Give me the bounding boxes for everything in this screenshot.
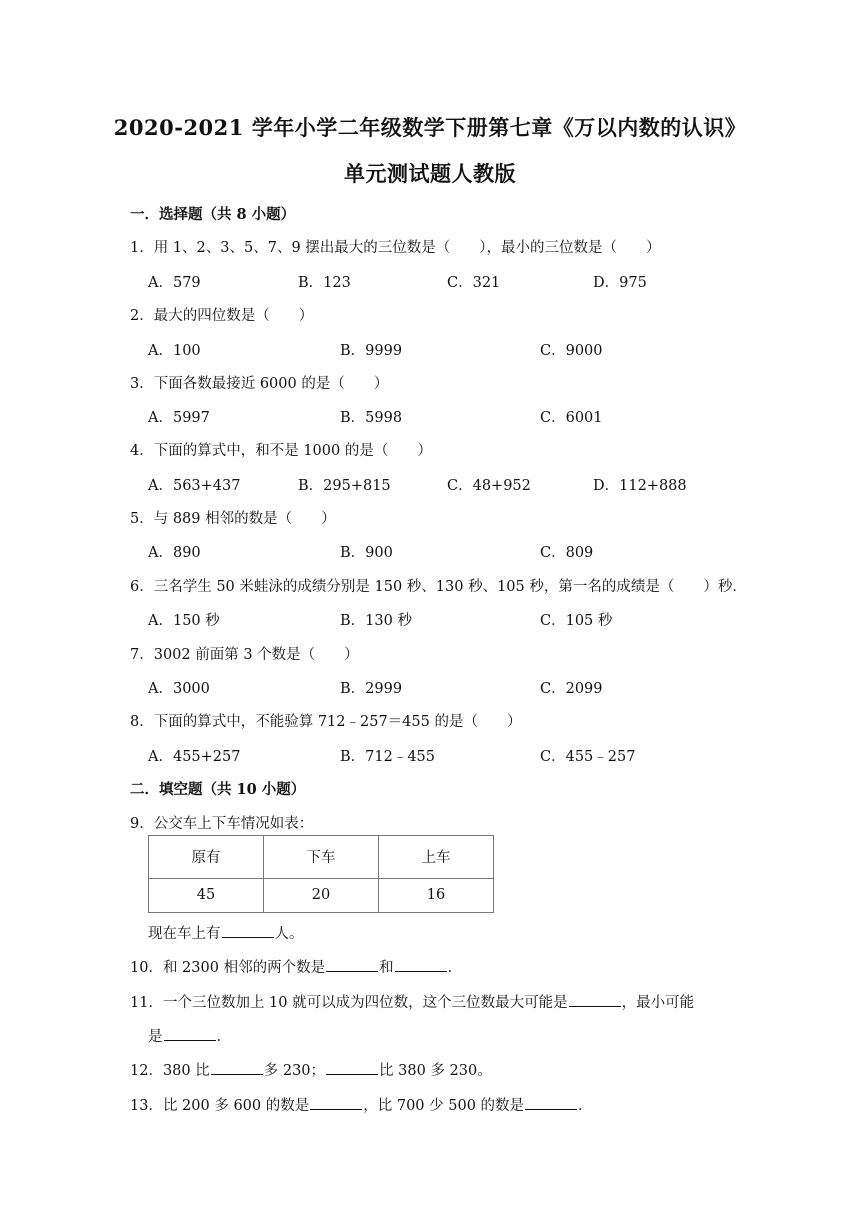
q3-option-c: C．6001 (540, 410, 603, 426)
question-9: 9．公交车上下车情况如表： (130, 816, 314, 832)
question-9-answer-line (148, 922, 304, 943)
q6-option-a: A．150 秒 (148, 613, 220, 629)
q1-option-d: D．975 (593, 275, 647, 291)
q2-option-a: A．100 (148, 343, 201, 359)
answer-blank (395, 970, 447, 972)
q9-answer-suffix: 人。 (274, 926, 304, 942)
answer-blank (326, 970, 378, 972)
table-cell: 16 (379, 878, 494, 912)
answer-blank (310, 1108, 362, 1110)
question-12 (130, 1059, 492, 1080)
q11-text-post: ，最小可能 (621, 995, 695, 1011)
answer-blank (569, 1005, 621, 1007)
q6-option-c: C．105 秒 (540, 613, 613, 629)
answer-blank (326, 1073, 378, 1075)
question-13 (130, 1094, 593, 1115)
question-7: 7．3002 前面第 3 个数是（ ） (130, 647, 359, 663)
q7-option-b: B．2999 (340, 681, 403, 697)
table-header-cell: 下车 (264, 836, 379, 879)
question-2: 2．最大的四位数是（ ） (130, 308, 314, 324)
q9-answer-prefix: 现在车上有 (148, 926, 221, 942)
table-row (149, 878, 494, 912)
q11-cont-post: ． (216, 1029, 231, 1045)
q1-option-c: C．321 (447, 275, 501, 291)
question-4: 4．下面的算式中，和不是 1000 的是（ ） (130, 443, 432, 459)
q7-option-a: A．3000 (148, 681, 210, 697)
question-8: 8．下面的算式中，不能验算 712﹣257＝455 的是（ ） (130, 714, 522, 730)
section-heading-fill: 二．填空题（共 10 小题） (130, 781, 306, 798)
q12-text-pre: 12．380 比 (130, 1063, 210, 1079)
question-11-continued (148, 1025, 231, 1046)
q11-text-pre: 11．一个三位数加上 10 就可以成为四位数，这个三位数最大可能是 (130, 995, 568, 1011)
title-line-1: 2020-2021 学年小学二年级数学下册第七章《万以内数的认识》 (113, 115, 747, 140)
q8-option-a: A．455+257 (148, 749, 241, 765)
q13-text-pre: 13．比 200 多 600 的数是 (130, 1098, 310, 1114)
q4-option-a: A．563+437 (148, 478, 241, 494)
question-5: 5．与 889 相邻的数是（ ） (130, 511, 336, 527)
section-heading-choice: 一．选择题（共 8 小题） (130, 206, 296, 223)
q4-option-b: B．295+815 (298, 478, 391, 494)
q4-option-d: D．112+888 (593, 478, 687, 494)
q13-text-post: ． (578, 1098, 593, 1114)
q13-text-mid: ，比 700 少 500 的数是 (363, 1098, 525, 1114)
table-row (149, 836, 494, 879)
answer-blank (164, 1039, 216, 1041)
question-6: 6．三名学生 50 米蛙泳的成绩分别是 150 秒、130 秒、105 秒，第一名的成绩是（ ）秒． (130, 579, 747, 595)
question-11 (130, 991, 694, 1012)
q10-text-post: ． (447, 960, 463, 976)
q4-option-c: C．48+952 (447, 478, 531, 494)
question-3: 3．下面各数最接近 6000 的是（ ） (130, 376, 389, 392)
table-header-cell: 上车 (379, 836, 494, 879)
q1-option-b: B．123 (298, 275, 351, 291)
q3-option-b: B．5998 (340, 410, 403, 426)
q6-option-b: B．130 秒 (340, 613, 412, 629)
q10-text-pre: 10．和 2300 相邻的两个数是 (130, 960, 326, 976)
q8-option-c: C．455﹣257 (540, 749, 636, 765)
q2-option-b: B．9999 (340, 343, 403, 359)
q7-option-c: C．2099 (540, 681, 603, 697)
q1-option-a: A．579 (148, 275, 201, 291)
question-1: 1．用 1、2、3、5、7、9 摆出最大的三位数是（ ），最小的三位数是（ ） (130, 240, 661, 256)
q12-text-mid2: 比 380 多 230。 (379, 1063, 492, 1079)
answer-blank (211, 1073, 263, 1075)
bus-table (148, 835, 494, 913)
question-10 (130, 956, 462, 977)
answer-blank (525, 1108, 577, 1110)
q5-option-c: C．809 (540, 545, 594, 561)
q10-text-mid: 和 (379, 960, 394, 976)
q11-cont-pre: 是 (148, 1029, 163, 1045)
q5-option-b: B．900 (340, 545, 393, 561)
title-line-2: 单元测试题人教版 (344, 161, 516, 186)
table-cell: 20 (264, 878, 379, 912)
answer-blank (222, 936, 274, 938)
table-cell: 45 (149, 878, 264, 912)
q2-option-c: C．9000 (540, 343, 603, 359)
table-header-cell: 原有 (149, 836, 264, 879)
q5-option-a: A．890 (148, 545, 201, 561)
q8-option-b: B．712﹣455 (340, 749, 436, 765)
q12-text-mid: 多 230； (263, 1063, 326, 1079)
q3-option-a: A．5997 (148, 410, 210, 426)
